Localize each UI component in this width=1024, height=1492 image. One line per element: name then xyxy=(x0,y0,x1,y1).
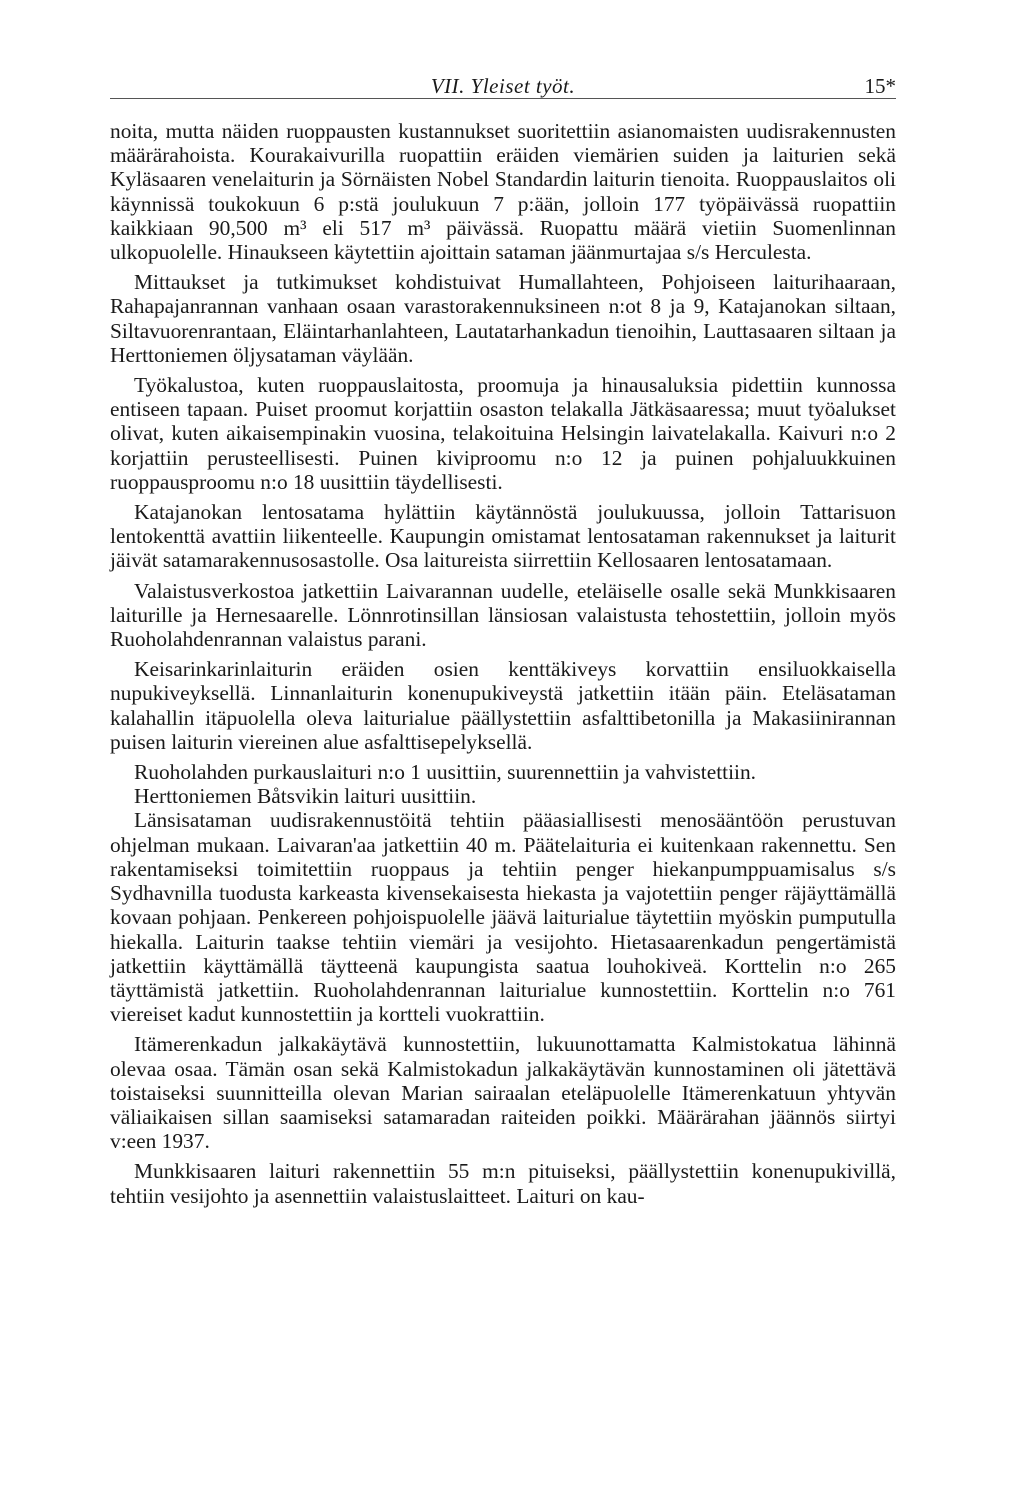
body-text xyxy=(110,119,896,1208)
section-title: VII. Yleiset työt. xyxy=(430,74,576,98)
paragraph: Mittaukset ja tutkimukset kohdistuivat Humallahteen, Pohjoiseen laiturihaaraan, Rahapajanrannan vanhaan osaan varastorakennuksineen n:ot 8 ja 9, Katajanokan siltaan, Siltavuorenrantaan, Eläintarhanlahteen, Lautatarhankadun tienoihin, Lauttasaaren siltaan ja Herttoniemen öljysataman väylään. xyxy=(110,270,896,367)
paragraph: Ruoholahden purkauslaituri n:o 1 uusittiin, suurennettiin ja vahvistettiin. xyxy=(134,760,757,785)
page-number: 15* xyxy=(864,74,896,98)
paragraph: Keisarinkarinlaiturin eräiden osien kenttäkiveys korvattiin ensiluokkaisella nupukiveyksellä. Linnanlaiturin konenupukiveystä jatkettiin itään päin. Eteläsataman kalahallin itäpuolella oleva laiturialue päällystettiin asfalttibetonilla ja Makasiinirannan puisen laiturin viereinen alue asfalttisepelyksellä. xyxy=(110,657,896,754)
paragraph: Itämerenkadun jalkakäytävä kunnostettiin, lukuunottamatta Kalmistokatua lähinnä olevaa osaa. Tämän osan sekä Kalmistokadun jalkakäytävän kunnostaminen oli jätettävä toistaiseksi suunnitteilla olevan Marian sairaalan eteläpuolelle Itämerenkatuun yhtyvän väliaikaisen sillan saamiseksi satamaradan raiteiden poikki. Määrärahan jäännös siirtyi v:een 1937. xyxy=(110,1032,896,1154)
paragraph: Munkkisaaren laituri rakennettiin 55 m:n pituiseksi, päällystettiin konenupukivillä, tehtiin vesijohto ja asennettiin valaistuslaitteet. Laituri on kau- xyxy=(110,1159,896,1208)
running-header xyxy=(110,62,896,99)
paragraph: Länsisataman uudisrakennustöitä tehtiin pääasiallisesti menosääntöön perustuvan ohjelman mukaan. Laivaran'aa jatkettiin 40 m. Päätelaituria ei kuitenkaan rakennettu. Sen rakentamiseksi toimitettiin ruoppaus ja tehtiin penger hiekanpumppuamisalus s/s Sydhavnilla tuodusta karkeasta kivensekaisesta hiekasta ja vajotettiin penger räjäyttämällä kovaan pohjaan. Penkereen pohjoispuolelle jäävä laiturialue täytettiin myöskin pumputulla hiekalla. Laiturin taakse tehtiin viemäri ja vesijohto. Hietasaarenkadun pengertämistä jatkettiin käyttämällä täytteenä kaupungista saatua louhokiveä. Korttelin n:o 265 täyttämistä jatkettiin. Ruoholahdenrannan laiturialue kunnostettiin. Korttelin n:o 761 viereiset kadut kunnostettiin ja kortteli vuokrattiin. xyxy=(110,808,896,1027)
paragraph: Työkalustoa, kuten ruoppauslaitosta, proomuja ja hinausaluksia pidettiin kunnossa entiseen tapaan. Puiset proomut korjattiin osaston telakalla Jätkäsaaressa; muut työalukset olivat, kuten aikaisempinakin vuosina, telakoituina Helsingin laivatelakalla. Kaivuri n:o 2 korjattiin perusteellisesti. Puinen kiviproomu n:o 12 ja puinen pohjaluukkuinen ruoppausproomu n:o 18 uusittiin täydellisesti. xyxy=(110,373,896,494)
paragraph: Valaistusverkostoa jatkettiin Laivarannan uudelle, eteläiselle osalle sekä Munkkisaaren laiturille ja Hernesaarelle. Lönnrotinsillan länsiosan valaistusta tehostettiin, jolloin myös Ruoholahdenrannan valaistus parani. xyxy=(110,578,896,652)
document-page xyxy=(110,62,896,1214)
paragraph: Herttoniemen Båtsvikin laituri uusittiin. xyxy=(134,784,477,809)
paragraph: Katajanokan lentosatama hylättiin käytännöstä joulukuussa, jolloin Tattarisuon lentokenttä avattiin liikenteelle. Kaupungin omistamat lentosataman rakennukset ja laiturit jäivät satamarakennusosastolle. Osa laitureista siirrettiin Kellosaaren lentosatamaan. xyxy=(110,500,896,573)
paragraph-continuation: noita, mutta näiden ruoppausten kustannukset suoritettiin asianomaisten uudisrakennusten määrärahoista. Kourakaivurilla ruopattiin eräiden viemärien suiden ja laiturien sekä Kyläsaaren venelaiturin ja Sörnäisten Nobel Standardin laiturin tienoita. Ruoppauslaitos oli käynnissä toukokuun 6 p:stä joulukuun 7 p:ään, jolloin 177 työpäivässä ruopattiin kaikkiaan 90,500 m³ eli 517 m³ päivässä. Ruopattu määrä vietiin Suomenlinnan ulkopuolelle. Hinaukseen käytettiin ajoittain sataman jäänmurtajaa s/s Herculesta. xyxy=(110,119,896,265)
